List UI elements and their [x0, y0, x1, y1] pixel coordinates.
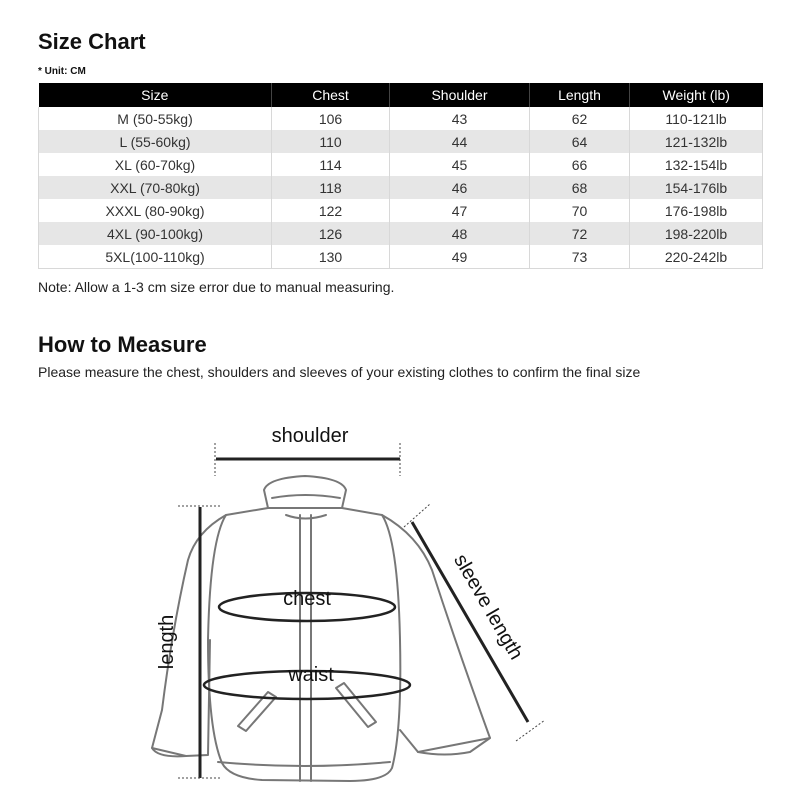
chest-label: chest	[283, 588, 331, 610]
waistband	[218, 762, 390, 766]
jacket-collar	[264, 476, 346, 508]
jacket-body	[208, 508, 400, 781]
cell-length: 64	[530, 130, 630, 153]
how-to-measure-title: How to Measure	[38, 332, 207, 357]
cell-size: XXL (70-80kg)	[39, 176, 272, 199]
header-shoulder: Shoulder	[390, 83, 530, 107]
cell-chest: 114	[272, 153, 390, 176]
cell-size: 4XL (90-100kg)	[39, 222, 272, 245]
measure-instructions: Please measure the chest, shoulders and sleeves of your existing clothes to confirm the final size	[38, 364, 641, 380]
shoulder-label: shoulder	[271, 425, 349, 447]
collar-neckline	[286, 515, 326, 519]
header-weight: Weight (lb)	[630, 83, 763, 107]
cell-chest: 130	[272, 245, 390, 269]
cell-chest: 110	[272, 130, 390, 153]
cell-weight: 220-242lb	[664, 248, 728, 265]
cell-shoulder: 48	[390, 222, 530, 245]
cell-length: 70	[530, 199, 630, 222]
cell-chest: 118	[272, 176, 390, 199]
cell-weight: 198-220lb	[664, 225, 728, 242]
right-pocket	[336, 683, 376, 727]
cell-shoulder: 49	[390, 245, 530, 269]
cell-chest: 122	[272, 199, 390, 222]
cell-size: L (55-60kg)	[39, 130, 272, 153]
cell-weight: 110-121lb	[665, 110, 727, 127]
waist-label: waist	[288, 664, 334, 686]
cell-size: XL (60-70kg)	[39, 153, 272, 176]
cell-shoulder: 47	[390, 199, 530, 222]
size-chart-title: Size Chart	[38, 29, 146, 54]
length-label: length	[156, 614, 178, 670]
cell-chest: 126	[272, 222, 390, 245]
cell-size: M (50-55kg)	[39, 107, 272, 130]
header-chest: Chest	[272, 83, 390, 107]
cell-length: 73	[530, 245, 630, 269]
jacket-outline	[152, 476, 490, 781]
cell-chest: 106	[272, 107, 390, 130]
unit-note: * Unit: CM	[38, 66, 86, 77]
sleeve-length-measure	[404, 504, 545, 741]
cell-length: 66	[530, 153, 630, 176]
cell-length: 62	[530, 107, 630, 130]
cell-size: 5XL(100-110kg)	[39, 245, 272, 269]
header-length: Length	[530, 83, 630, 107]
cell-weight: 132-154lb	[664, 156, 728, 173]
cell-shoulder: 46	[390, 176, 530, 199]
cell-length: 72	[530, 222, 630, 245]
cell-shoulder: 45	[390, 153, 530, 176]
cell-weight: 176-198lb	[664, 202, 728, 219]
cell-length: 68	[530, 176, 630, 199]
shoulder-measure	[215, 443, 400, 476]
cell-weight: 154-176lb	[664, 179, 728, 196]
cell-shoulder: 43	[390, 107, 530, 130]
cell-size: XXXL (80-90kg)	[39, 199, 272, 222]
zipper	[300, 515, 311, 781]
measurement-note: Note: Allow a 1-3 cm size error due to manual measuring.	[38, 279, 395, 295]
cell-weight: 121-132lb	[664, 133, 728, 150]
header-size: Size	[39, 83, 272, 107]
cell-shoulder: 44	[390, 130, 530, 153]
collar-fold	[272, 495, 340, 498]
sleeve-length-label: sleeve length	[449, 550, 528, 664]
